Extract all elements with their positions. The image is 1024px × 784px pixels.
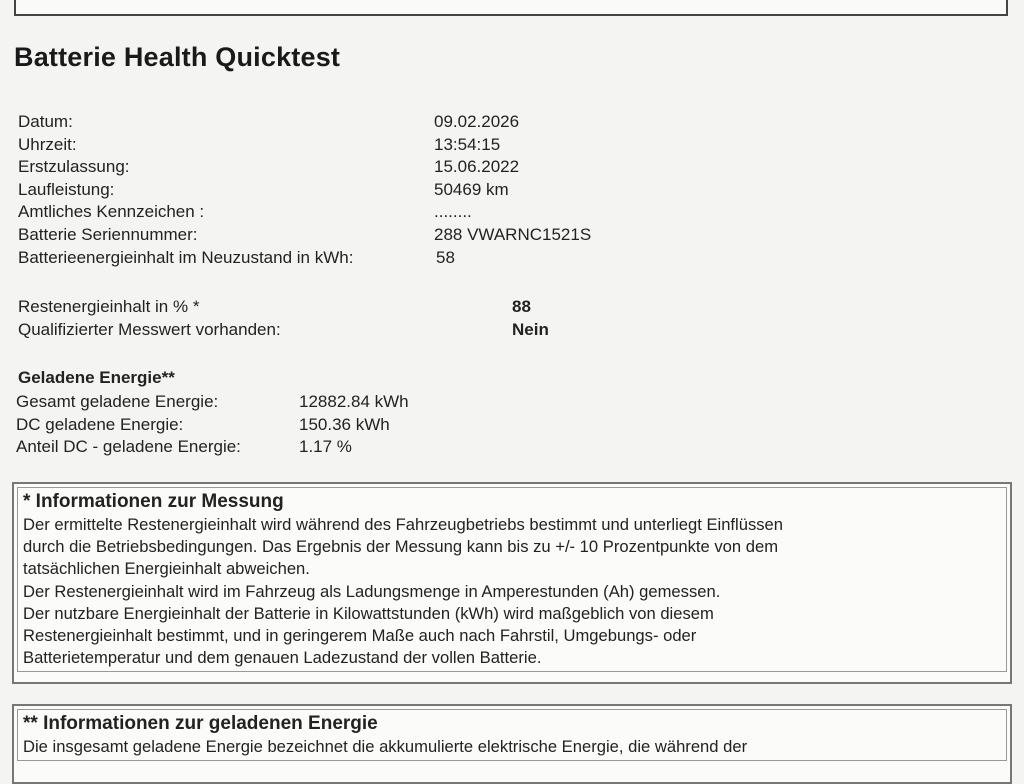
energy-info-box	[12, 704, 1012, 784]
energy-value: 150.36 kWh	[299, 414, 390, 434]
energy-info-line: Die insgesamt geladene Energie bezeichnet die akkumulierte elektrische Energie, die während der	[23, 737, 748, 756]
measurement-info-line: Der ermittelte Restenergieinhalt wird während des Fahrzeugbetriebs bestimmt und unterliegt Einflüssen	[23, 515, 784, 534]
result-label: Qualifizierter Messwert vorhanden:	[18, 319, 281, 339]
measurement-info-line: Restenergieinhalt bestimmt, und in geringerem Maße auch nach Fahrstil, Umgebungs- oder	[23, 626, 697, 646]
energy-label: DC geladene Energie:	[16, 414, 184, 434]
energy-info-heading: ** Informationen zur geladenen Energie	[23, 713, 378, 734]
energy-label: Anteil DC - geladene Energie:	[16, 437, 241, 457]
measurement-info-line: durch die Betriebsbedingungen. Das Ergebnis der Messung kann bis zu +/- 10 Prozentpunkte von dem	[23, 537, 779, 557]
measurement-info-line: tatsächlichen Energieinhalt abweichen.	[23, 559, 310, 579]
info-label: Batterie Seriennummer:	[18, 224, 198, 244]
measurement-info-heading: * Informationen zur Messung	[23, 491, 284, 512]
info-label: Erstzulassung:	[18, 157, 130, 177]
measurement-info-line: Der nutzbare Energieinhalt der Batterie in Kilowattstunden (kWh) wird maßgeblich von diesem	[23, 603, 714, 623]
info-value: 13:54:15	[434, 134, 501, 154]
info-value: ........	[434, 202, 472, 222]
info-value: 288 VWARNC1521S	[434, 224, 592, 244]
result-value: 88	[512, 297, 531, 316]
energy-value: 12882.84 kWh	[299, 392, 409, 411]
energy-value: 1.17 %	[299, 437, 352, 457]
measurement-info-line: Der Restenergieinhalt wird im Fahrzeug als Ladungsmenge in Amperestunden (Ah) gemessen.	[23, 581, 721, 601]
result-value: Nein	[512, 319, 549, 339]
header-box	[14, 0, 1008, 16]
info-value: 09.02.2026	[434, 112, 520, 131]
info-value: 50469 km	[434, 179, 509, 199]
info-label: Laufleistung:	[18, 179, 115, 199]
info-value: 15.06.2022	[434, 157, 520, 177]
page-title: Batterie Health Quicktest	[14, 42, 341, 72]
result-label: Restenergieinhalt in % *	[18, 297, 200, 316]
measurement-info-box	[12, 482, 1012, 684]
measurement-info-line: Batterietemperatur und dem genauen Ladezustand der vollen Batterie.	[23, 648, 542, 668]
info-value: 58	[436, 247, 455, 267]
info-label: Uhrzeit:	[18, 134, 77, 154]
info-label: Datum:	[18, 112, 73, 131]
energy-label: Gesamt geladene Energie:	[16, 392, 219, 411]
info-label: Amtliches Kennzeichen :	[18, 202, 205, 222]
info-label: Batterieenergieinhalt im Neuzustand in kWh:	[18, 247, 354, 267]
energy-heading: Geladene Energie**	[18, 368, 175, 387]
